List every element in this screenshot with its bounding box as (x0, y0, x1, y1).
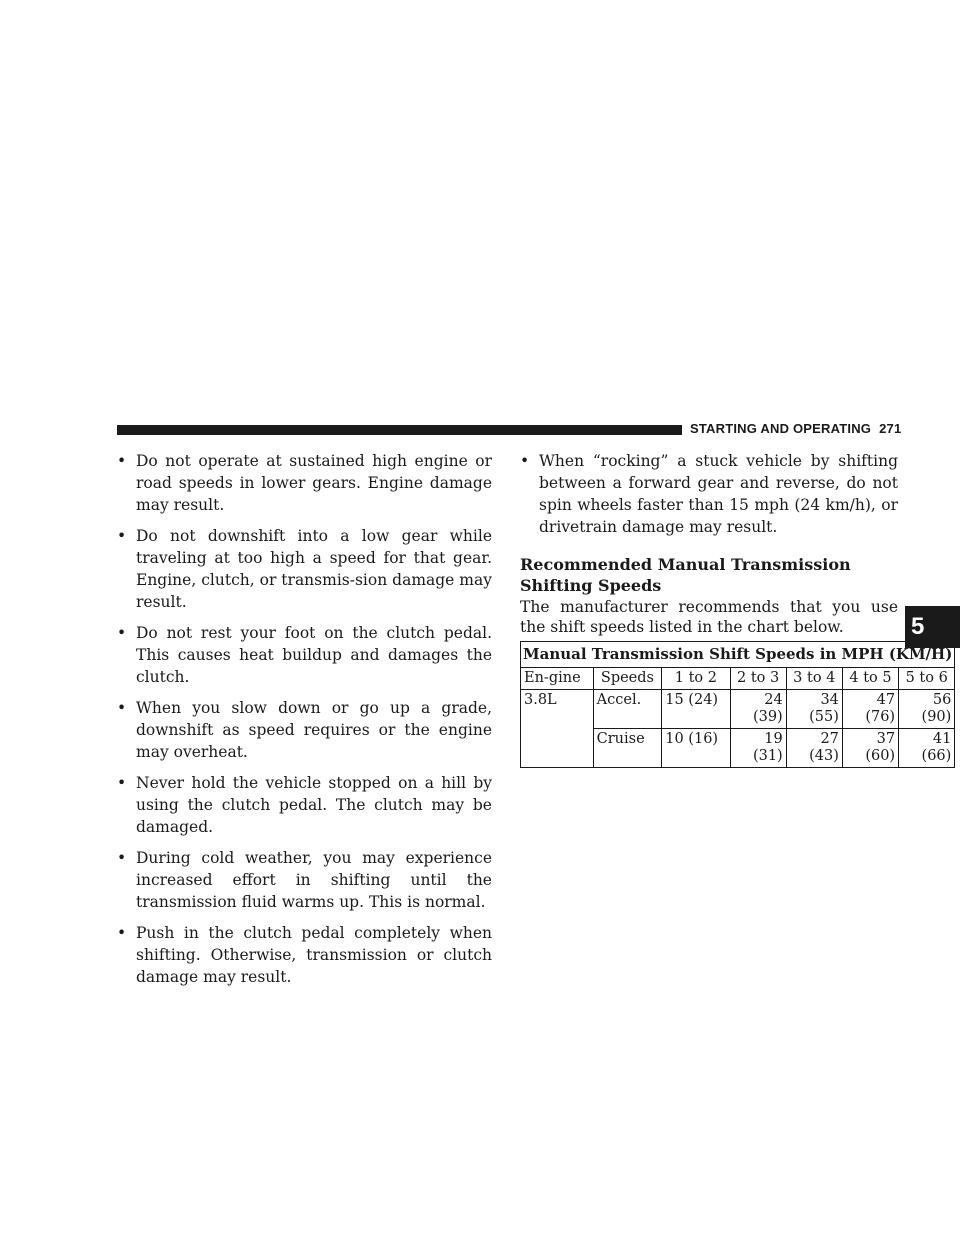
page-number: 271 (879, 421, 902, 436)
table-cell: 15 (24) (662, 690, 730, 729)
table-cell: 19 (31) (730, 729, 786, 768)
list-item: • Do not downshift into a low gear while traveling at too high a speed for that gear. Engine, clutch, or transmis-sion damage may result. (117, 527, 492, 611)
table-header-row (521, 668, 955, 690)
header-rule (117, 425, 682, 435)
shift-speed-table (520, 641, 955, 768)
list-item: • When you slow down or go up a grade, downshift as speed requires or the engine may overheat. (117, 699, 492, 761)
list-item: • Do not rest your foot on the clutch pedal. This causes heat buildup and damages the clutch. (117, 624, 492, 686)
caution-list (117, 450, 492, 988)
list-item: • Push in the clutch pedal completely when shifting. Otherwise, transmission or clutch damage may result. (117, 924, 492, 986)
table-cell: 34 (55) (786, 690, 842, 729)
bullet-icon: • (117, 924, 127, 942)
rocking-list (520, 450, 898, 538)
bullet-icon: • (117, 624, 127, 642)
table-cell: 27 (43) (786, 729, 842, 768)
section-title: STARTING AND OPERATING (690, 421, 872, 436)
intro-paragraph: The manufacturer recommends that you use the shift speeds listed in the chart below. (520, 598, 898, 636)
column-header: 4 to 5 (842, 668, 898, 690)
table-caption: Manual Transmission Shift Speeds in MPH (KM/H) (521, 642, 955, 668)
bullet-icon: • (117, 452, 127, 470)
table-row (521, 690, 955, 729)
column-header: 5 to 6 (899, 668, 955, 690)
bullet-icon: • (117, 527, 127, 545)
table-cell: 47 (76) (842, 690, 898, 729)
table-cell: 41 (66) (899, 729, 955, 768)
column-header: 3 to 4 (786, 668, 842, 690)
list-item: • When “rocking” a stuck vehicle by shifting between a forward gear and reverse, do not spin wheels faster than 15 mph (24 km/h), or drivetrain damage may result. (520, 452, 898, 536)
column-header: En-gine (521, 668, 594, 690)
table-cell: 10 (16) (662, 729, 730, 768)
column-header: 2 to 3 (730, 668, 786, 690)
right-column (520, 450, 953, 768)
section-heading: Recommended Manual Transmission Shifting Speeds (520, 555, 851, 595)
running-header (690, 421, 901, 436)
list-item: • During cold weather, you may experience increased effort in shifting until the transmission fluid warms up. This is normal. (117, 849, 492, 911)
left-column (117, 450, 492, 997)
table-cell: 37 (60) (842, 729, 898, 768)
bullet-icon: • (520, 452, 530, 470)
speed-type-cell: Cruise (593, 729, 662, 768)
column-header: 1 to 2 (662, 668, 730, 690)
column-header: Speeds (593, 668, 662, 690)
engine-cell: 3.8L (521, 690, 594, 768)
table-cell: 24 (39) (730, 690, 786, 729)
list-item: • Never hold the vehicle stopped on a hill by using the clutch pedal. The clutch may be damaged. (117, 774, 492, 836)
list-item: • Do not operate at sustained high engine or road speeds in lower gears. Engine damage may result. (117, 452, 492, 514)
bullet-icon: • (117, 699, 127, 717)
table-cell: 56 (90) (899, 690, 955, 729)
chapter-tab: 5 (905, 606, 960, 648)
speed-type-cell: Accel. (593, 690, 662, 729)
bullet-icon: • (117, 849, 127, 867)
bullet-icon: • (117, 774, 127, 792)
